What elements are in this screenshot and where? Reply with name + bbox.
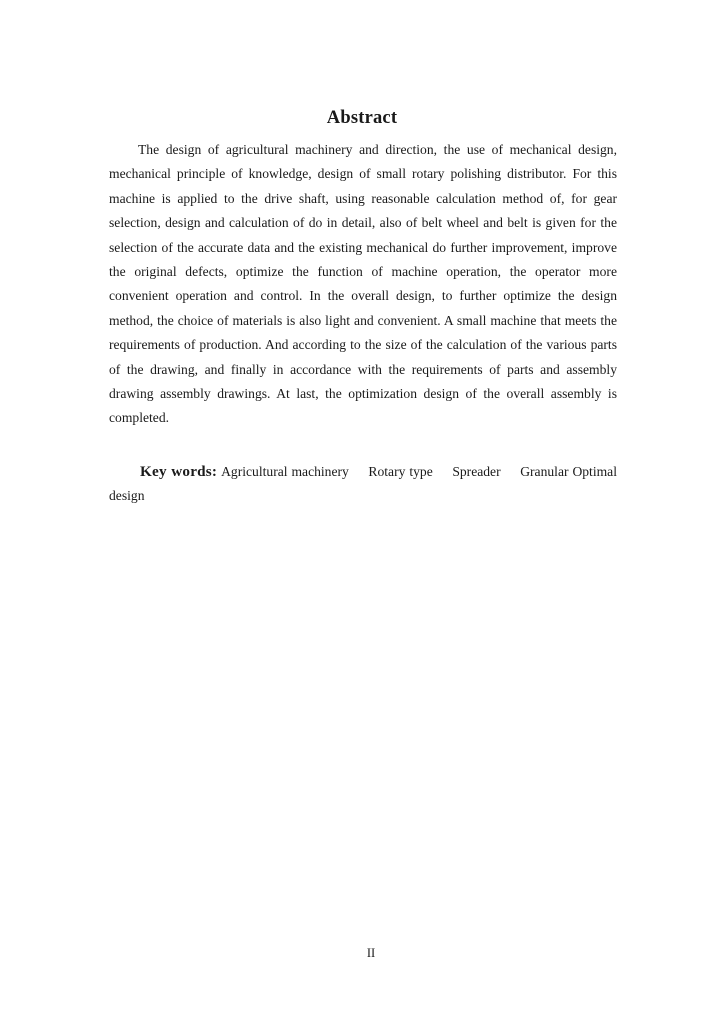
abstract-section	[109, 138, 617, 455]
keywords-label: Key words:	[140, 463, 218, 480]
abstract-paragraph: The design of agricultural machinery and direction, the use of mechanical design, mechanical principle of knowledge, design of small rotary polishing distributor. For this machine is applied to the drive shaft, using reasonable calculation method of, for gear selection, design and calculation of do in detail, also of belt wheel and belt is given for the selection of the accurate data and the existing mechanical do further improvement, improve the original defects, optimize the function of machine operation, the operator more convenient operation and control. In the overall design, to further optimize the design method, the choice of materials is also light and convenient. A small machine that meets the requirements of production. And according to the size of the calculation of the various parts of the drawing, and finally in accordance with the requirements of parts and assembly drawing assembly drawings. At last, the optimization design of the overall assembly is completed.	[109, 142, 617, 426]
page-title: Abstract	[326, 108, 398, 129]
page-number: II	[366, 946, 376, 960]
keyword-item: Optimal design	[109, 464, 617, 504]
keyword-item: Agricultural machinery	[221, 464, 349, 479]
keyword-item: Granular	[520, 464, 569, 479]
keywords-section	[109, 460, 617, 533]
keyword-item: Spreader	[452, 464, 501, 479]
keyword-item: Rotary type	[368, 464, 433, 479]
